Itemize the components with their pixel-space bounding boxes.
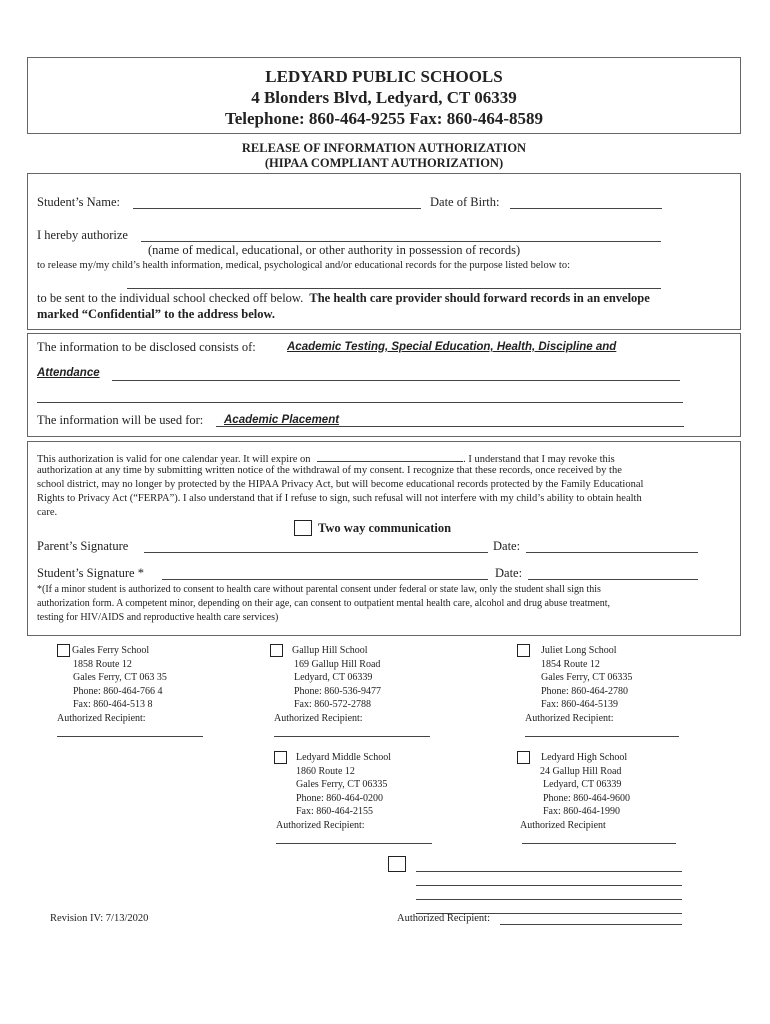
marked-text: marked “Confidential” to the address below. xyxy=(37,307,275,321)
header-box xyxy=(27,57,741,134)
school-city: Gales Ferry, CT 06335 xyxy=(296,779,388,790)
sent-text-part: to be sent to the individual school checked off below. xyxy=(37,291,304,305)
dob-field[interactable] xyxy=(510,196,662,209)
parent-signature-label: Parent’s Signature xyxy=(37,539,129,553)
authority-hint: (name of medical, educational, or other authority in possession of records) xyxy=(148,243,521,257)
valid-text-b: . I understand that I may revoke this xyxy=(463,454,615,465)
school-name: Juliet Long School xyxy=(541,645,617,656)
disclosed-label: The information to be disclosed consists of: xyxy=(37,340,256,354)
other-recipient-checkbox[interactable] xyxy=(388,856,406,872)
parent-signature-field[interactable] xyxy=(144,540,488,553)
school-city: Gales Ferry, CT 06335 xyxy=(541,672,633,683)
gallup-hill-recipient-field[interactable] xyxy=(274,728,430,737)
school-address: 1858 Route 12 xyxy=(73,658,132,670)
school-name: Ledyard High School xyxy=(541,752,628,763)
school-city: Ledyard, CT 06339 xyxy=(294,672,373,683)
school-fax: Fax: 860-464-5139 xyxy=(541,699,618,710)
school-recipient-label: Authorized Recipient: xyxy=(276,819,365,831)
student-date-label: Date: xyxy=(495,566,523,580)
consent-paragraph-4: Rights to Privacy Act (“FERPA”). I also understand that if I refuse to sign, such refusal will not interfere with my child’s ability to obtain health xyxy=(37,493,642,504)
authority-name-field[interactable] xyxy=(141,229,661,242)
valid-text xyxy=(37,451,615,465)
release-to-field[interactable] xyxy=(127,278,661,289)
footnote-line-3: testing for HIV/AIDS and reproductive health care services) xyxy=(37,612,279,623)
ledyard-middle-recipient-field[interactable] xyxy=(276,835,432,844)
expire-date-field[interactable] xyxy=(317,451,463,462)
footnote-line-2: authorization form. A competent minor, depending on their age, can consent to outpatient mental health care, alcohol and drug abuse treatment, xyxy=(37,598,611,609)
release-text: to release my/my child’s health information, medical, psychological and/or educational records for the purpose listed below to: xyxy=(37,260,571,271)
school-address: 169 Gallup Hill Road xyxy=(294,658,381,670)
two-way-checkbox[interactable] xyxy=(294,520,312,536)
school-phone: Phone: 860-464-2780 xyxy=(541,685,628,697)
other-recipient-field[interactable] xyxy=(500,914,682,925)
disclosed-line-3[interactable] xyxy=(37,392,683,403)
valid-text-a: This authorization is valid for one calendar year. It will expire on xyxy=(37,454,311,465)
other-recipient-label: Authorized Recipient: xyxy=(397,913,491,924)
other-recipient-line-1[interactable] xyxy=(416,861,682,872)
two-way-label: Two way communication xyxy=(318,521,452,535)
school-fax: Fax: 860-572-2788 xyxy=(294,699,371,710)
ledyard-high-recipient-field[interactable] xyxy=(522,835,676,844)
used-value[interactable]: Academic Placement xyxy=(224,414,340,426)
school-fax: Fax: 860-464-513 8 xyxy=(73,699,153,710)
school-name: Gales Ferry School xyxy=(72,645,150,656)
school-city: Ledyard, CT 06339 xyxy=(543,779,622,790)
school-city: Gales Ferry, CT 063 35 xyxy=(73,672,167,683)
school-address: 1854 Route 12 xyxy=(541,658,600,670)
gales-ferry-recipient-field[interactable] xyxy=(57,728,203,737)
district-name: LEDYARD PUBLIC SCHOOLS xyxy=(265,67,503,86)
consent-paragraph-2: authorization at any time by submitting written notice of the withdrawal of my consent. I recognize that these records, once received by the xyxy=(37,465,622,476)
authorize-label: I hereby authorize xyxy=(37,228,128,242)
school-name: Ledyard Middle School xyxy=(296,752,391,763)
school-ledyard-middle xyxy=(276,751,391,832)
district-address: 4 Blonders Blvd, Ledyard, CT 06339 xyxy=(251,88,517,107)
dob-label: Date of Birth: xyxy=(430,195,500,209)
revision-text: Revision IV: 7/13/2020 xyxy=(50,913,149,924)
school-fax: Fax: 860-464-1990 xyxy=(543,806,620,817)
school-recipient-label: Authorized Recipient xyxy=(520,819,606,831)
school-name: Gallup Hill School xyxy=(292,645,368,656)
school-phone: Phone: 860-536-9477 xyxy=(294,685,381,697)
parent-date-field[interactable] xyxy=(526,540,698,553)
juliet-long-recipient-field[interactable] xyxy=(525,728,679,737)
used-label: The information will be used for: xyxy=(37,413,204,427)
provider-text: The health care provider should forward records in an envelope xyxy=(309,291,650,305)
form-title-1: RELEASE OF INFORMATION AUTHORIZATION xyxy=(241,141,527,155)
footnote-line-1: *(If a minor student is authorized to consent to health care without parental consent under federal or state law, only the student shall sign this xyxy=(37,584,601,595)
school-recipient-label: Authorized Recipient: xyxy=(274,712,363,724)
school-gallup-hill xyxy=(274,644,381,725)
district-phone-fax: Telephone: 860-464-9255 Fax: 860-464-8589 xyxy=(224,109,544,128)
other-recipient-line-3[interactable] xyxy=(416,889,682,900)
school-juliet-long xyxy=(525,644,632,725)
school-recipient-label: Authorized Recipient: xyxy=(525,712,614,724)
parent-date-label: Date: xyxy=(493,539,521,553)
other-recipient-line-2[interactable] xyxy=(416,875,682,886)
consent-paragraph-5: care. xyxy=(37,507,58,518)
school-ledyard-high xyxy=(520,751,630,832)
disclosed-line-2[interactable] xyxy=(112,368,680,381)
sent-text xyxy=(37,291,650,306)
student-name-label: Student’s Name: xyxy=(37,195,120,209)
disclosed-value-1[interactable]: Academic Testing, Special Education, Health, Discipline and xyxy=(287,341,617,353)
disclosed-value-2[interactable]: Attendance xyxy=(37,367,100,379)
consent-paragraph-3: school district, may no longer by protected by the HIPAA Privacy Act, but will become educational records protected by the Family Educational xyxy=(37,479,644,490)
school-address: 1860 Route 12 xyxy=(296,765,355,777)
school-phone: Phone: 860-464-766 4 xyxy=(73,685,163,697)
school-address: 24 Gallup Hill Road xyxy=(540,765,622,777)
school-fax: Fax: 860-464-2155 xyxy=(296,806,373,817)
form-title-2: (HIPAA COMPLIANT AUTHORIZATION) xyxy=(264,156,504,170)
school-recipient-label: Authorized Recipient: xyxy=(57,712,146,724)
school-phone: Phone: 860-464-0200 xyxy=(296,792,383,804)
school-phone: Phone: 860-464-9600 xyxy=(543,792,630,804)
student-signature-field[interactable] xyxy=(162,567,488,580)
school-gales-ferry xyxy=(57,644,167,725)
student-signature-label: Student’s Signature * xyxy=(37,566,144,580)
student-date-field[interactable] xyxy=(528,567,698,580)
student-name-field[interactable] xyxy=(133,196,421,209)
